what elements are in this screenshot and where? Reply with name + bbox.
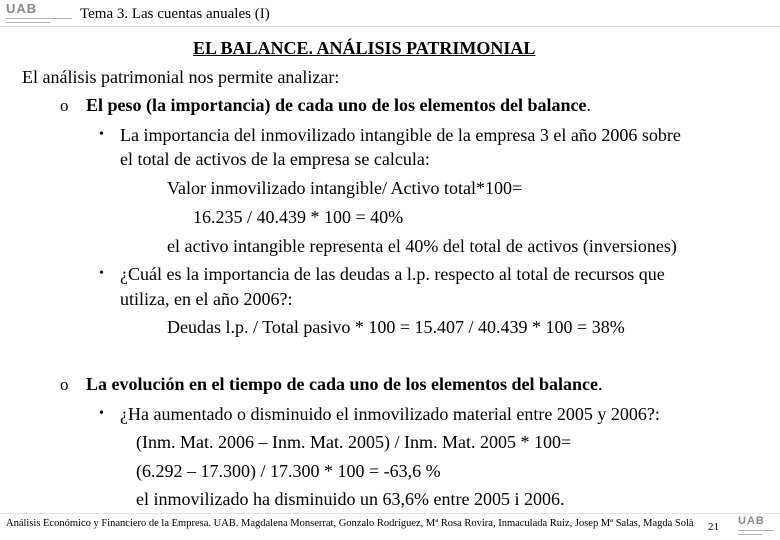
section-bullet: o [60, 96, 69, 115]
section2-heading [86, 374, 603, 395]
logo-subtitle-line [738, 534, 762, 535]
footer-credits: Análisis Económico y Financiero de la Empresa. UAB. Magdalena Monserrat, Gonzalo Rodríguez, Mª Rosa Rovira, Inmaculada Ruiz, Josep Mª Salas, Magda Solà [6, 518, 694, 529]
uab-logo-footer [738, 516, 778, 538]
logo-subtitle-line [6, 22, 50, 23]
item2-line2: utiliza, en el año 2006?: [120, 289, 293, 309]
section-bullet: o [60, 375, 69, 394]
section2-heading-end: . [598, 374, 603, 394]
section1-heading-end: . [586, 95, 591, 115]
item2-formula1: Deudas l.p. / Total pasivo * 100 = 15.407 / 40.439 * 100 = 38% [167, 317, 625, 337]
item1-line1: La importancia del inmovilizado intangible de la empresa 3 el año 2006 sobre [120, 125, 681, 145]
item3-formula2: (6.292 – 17.300) / 17.300 * 100 = -63,6 % [136, 461, 441, 481]
logo-subtitle-line [6, 18, 72, 19]
item1-line2: el total de activos de la empresa se calcula: [120, 149, 430, 169]
item3-formula1: (Inm. Mat. 2006 – Inm. Mat. 2005) / Inm. Mat. 2005 * 100= [136, 432, 572, 452]
header-divider [0, 26, 780, 27]
list-bullet: • [99, 266, 104, 281]
item3-line1: ¿Ha aumentado o disminuido el inmovilizado material entre 2005 y 2006?: [120, 404, 660, 424]
item1-formula1: Valor inmovilizado intangible/ Activo total*100= [167, 178, 523, 198]
uab-logo-header [6, 2, 76, 26]
uab-logo-mark: UAB [6, 1, 38, 16]
list-bullet: • [99, 127, 104, 142]
footer-divider [0, 513, 780, 514]
section1-heading-text: El peso (la importancia) de cada uno de los elementos del balance [86, 95, 587, 115]
list-bullet: • [99, 406, 104, 421]
uab-logo-mark: UAB [738, 515, 765, 527]
item1-formula2: 16.235 / 40.439 * 100 = 40% [193, 207, 404, 227]
section2-heading-text: La evolución en el tiempo de cada uno de los elementos del balance [86, 374, 598, 394]
item2-line1: ¿Cuál es la importancia de las deudas a l.p. respecto al total de recursos que [120, 264, 665, 284]
page-number: 21 [708, 521, 719, 533]
intro-text: El análisis patrimonial nos permite analizar: [22, 67, 340, 87]
item1-conclusion: el activo intangible representa el 40% del total de activos (inversiones) [167, 236, 677, 256]
section1-heading [86, 95, 591, 116]
slide-title: EL BALANCE. ANÁLISIS PATRIMONIAL [193, 38, 536, 58]
logo-subtitle-line [738, 530, 774, 531]
item3-conclusion: el inmovilizado ha disminuido un 63,6% entre 2005 i 2006. [136, 489, 565, 509]
header-title: Tema 3. Las cuentas anuales (I) [80, 6, 270, 22]
